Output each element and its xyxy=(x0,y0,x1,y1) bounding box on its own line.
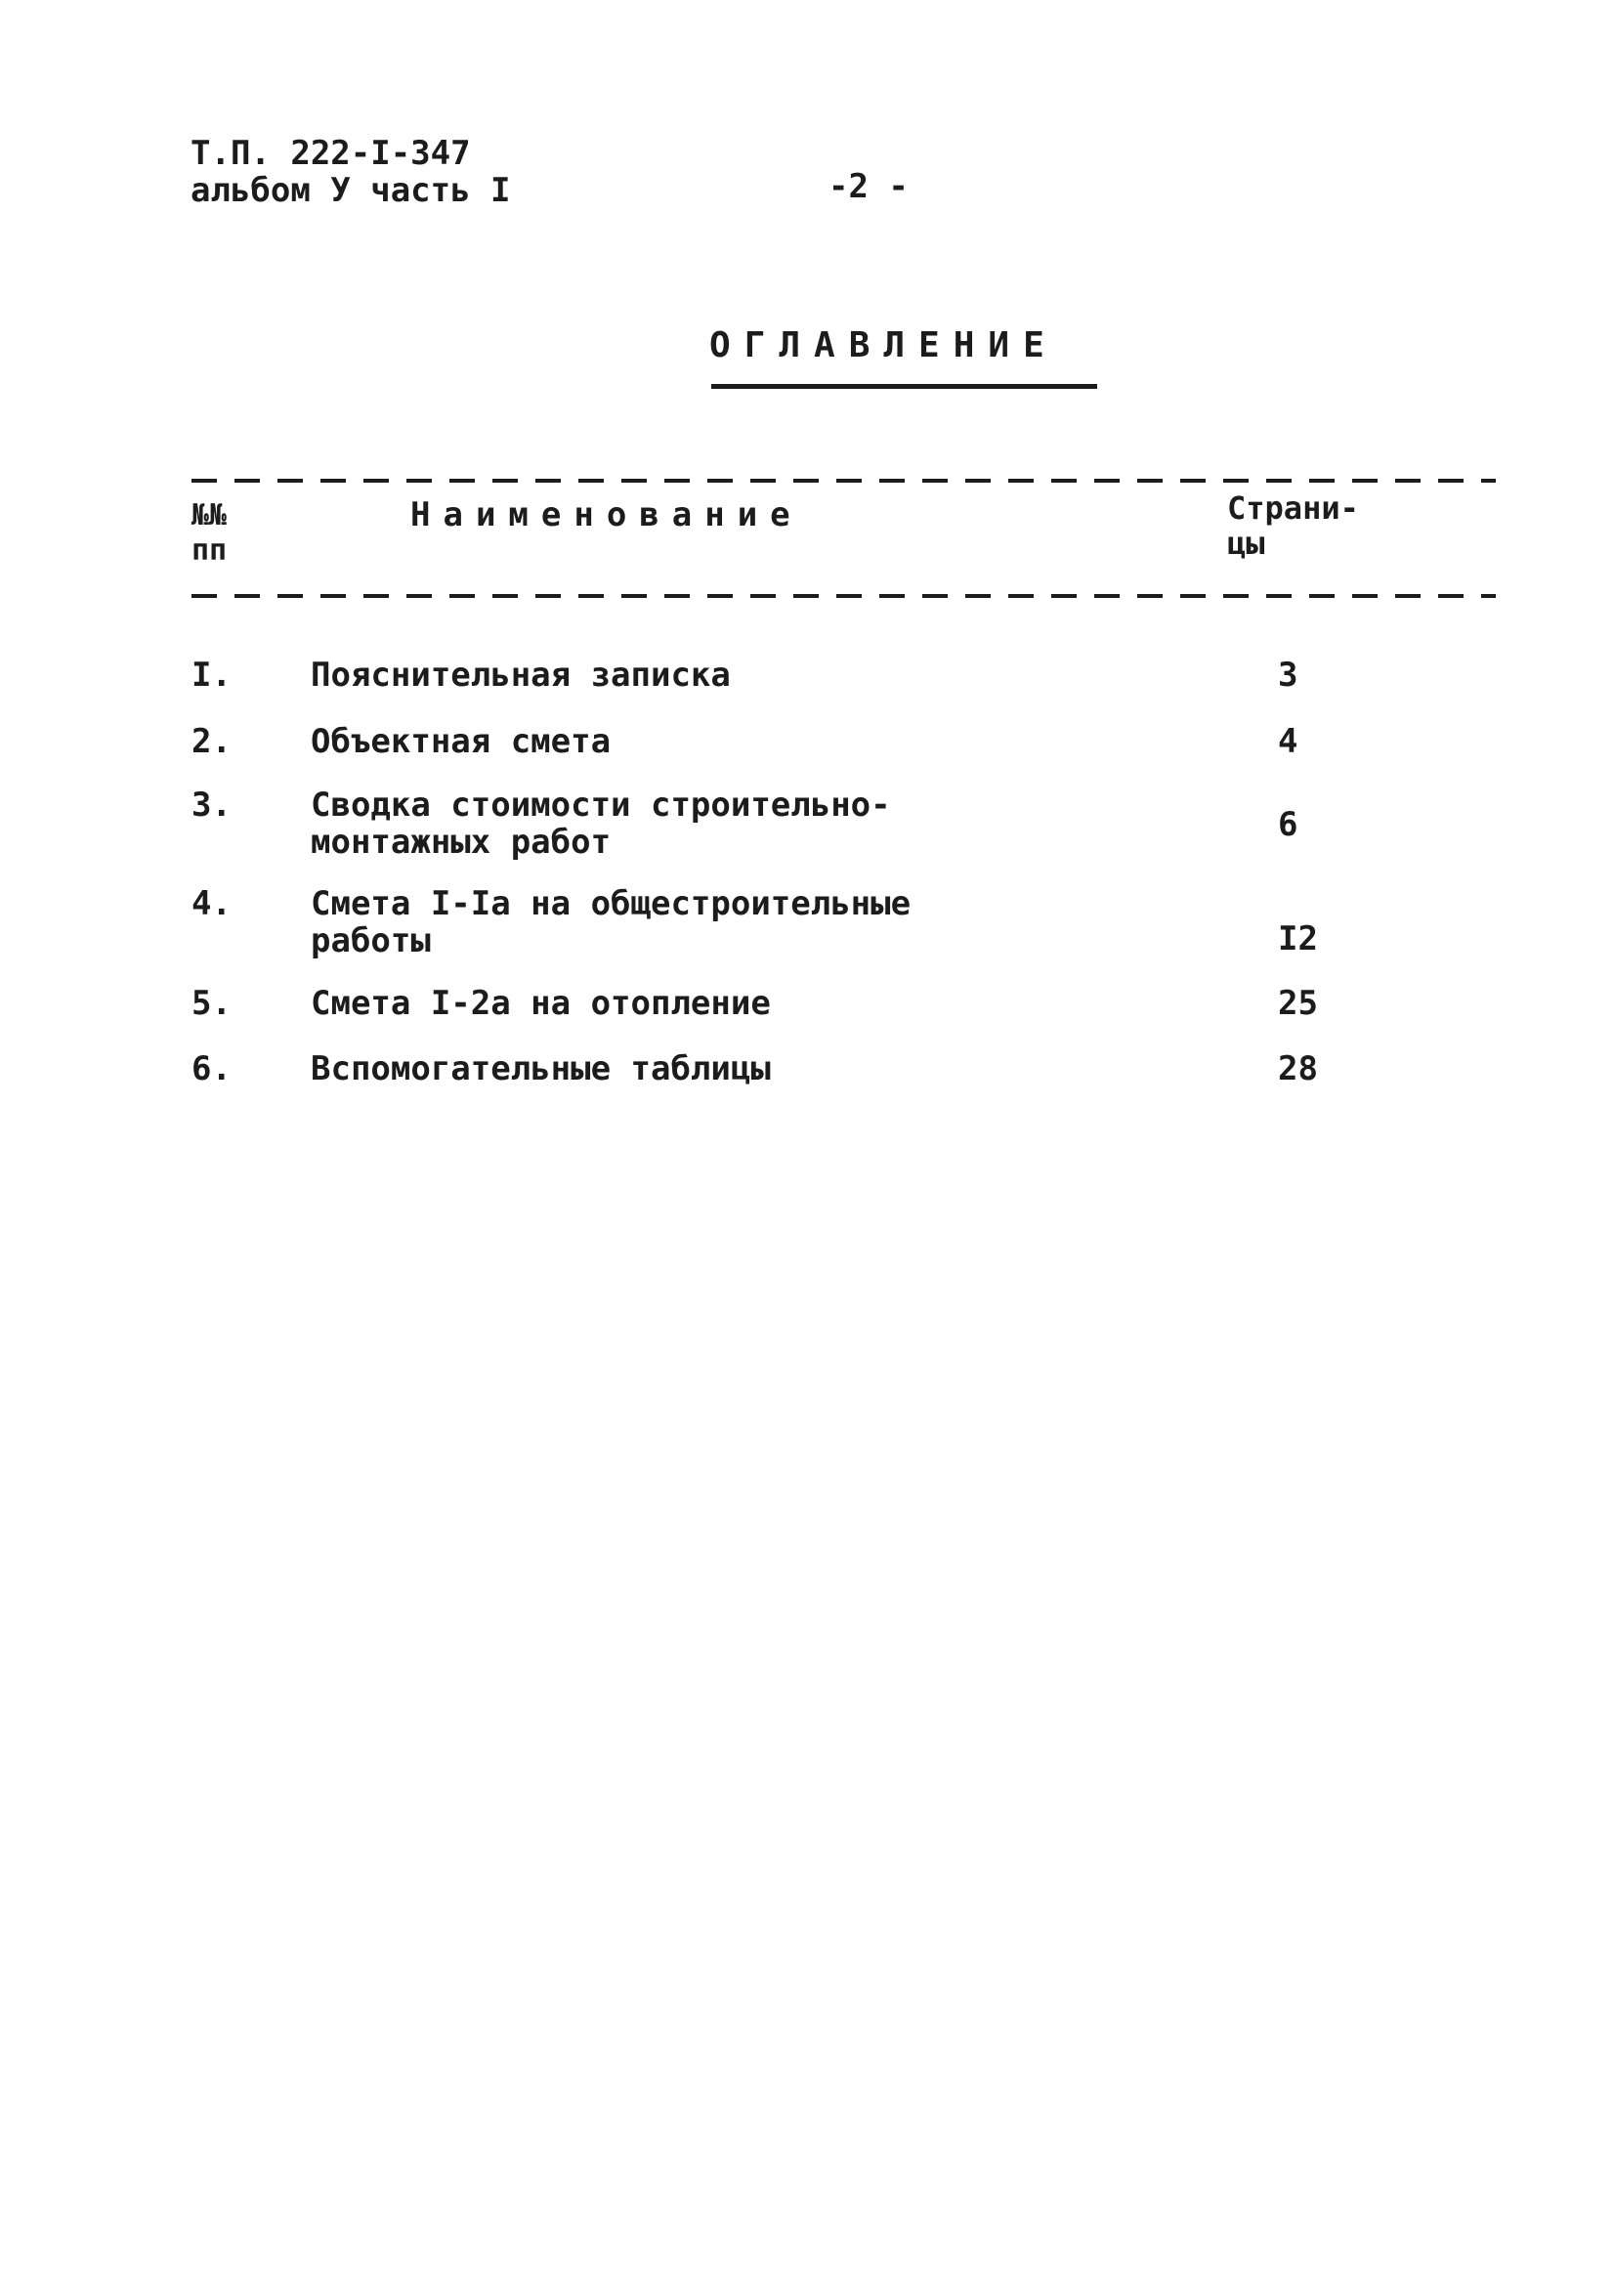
document-code: Т.П. 222-I-347 xyxy=(191,134,471,173)
title-underline xyxy=(711,384,1097,389)
toc-row-number: 4. xyxy=(191,884,232,923)
page-number: -2 - xyxy=(828,167,909,206)
column-header-name: Наименование xyxy=(410,495,803,534)
toc-row-title: Объектная смета xyxy=(311,722,612,761)
toc-row-title: Смета I-2а на отопление xyxy=(311,984,771,1023)
toc-row-number: 3. xyxy=(191,786,232,825)
toc-row-page: 28 xyxy=(1278,1049,1318,1088)
table-header-dashed-rule xyxy=(191,594,1496,598)
column-header-pages: Страни- цы xyxy=(1227,489,1359,562)
toc-row-page: 6 xyxy=(1278,805,1298,844)
table-top-dashed-rule xyxy=(191,479,1496,483)
toc-row-page: 25 xyxy=(1278,984,1318,1023)
toc-row-number: I. xyxy=(191,656,232,695)
toc-row-title: Смета I-Iа на общестроительные работы xyxy=(311,884,912,960)
toc-row-number: 2. xyxy=(191,722,232,761)
toc-row-page: 3 xyxy=(1278,656,1298,695)
toc-row-page: 4 xyxy=(1278,722,1298,761)
toc-row-page: I2 xyxy=(1278,919,1318,958)
column-header-number: №№ пп xyxy=(191,498,228,568)
toc-row-number: 5. xyxy=(191,984,232,1023)
toc-row-number: 6. xyxy=(191,1049,232,1088)
album-part-label: альбом У часть I xyxy=(191,171,511,210)
toc-row-title: Вспомогательные таблицы xyxy=(311,1049,771,1088)
toc-row-title: Сводка стоимости строительно- монтажных работ xyxy=(311,786,891,862)
toc-row-title: Пояснительная записка xyxy=(311,656,731,695)
toc-title: ОГЛАВЛЕНИЕ xyxy=(709,325,1058,365)
